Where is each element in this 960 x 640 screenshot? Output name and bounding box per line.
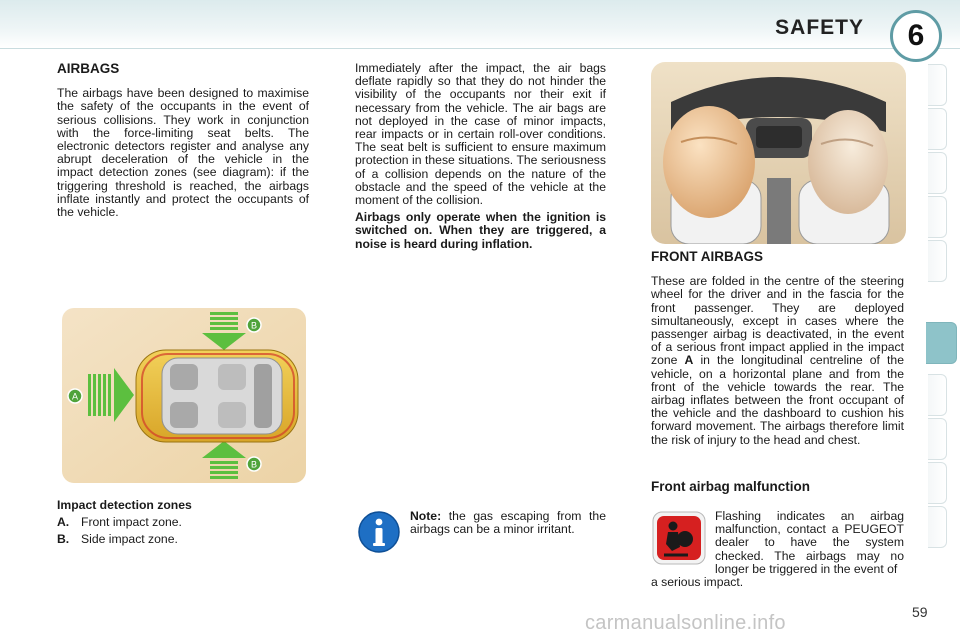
malfunction-heading: Front airbag malfunction xyxy=(651,479,811,494)
watermark: carmanualsonline.info xyxy=(585,612,786,634)
chapter-tab[interactable] xyxy=(928,240,947,282)
page-title: SAFETY xyxy=(775,16,864,39)
chapter-tabs xyxy=(928,64,948,574)
note-text: the gas escaping from the airbags can be a minor irritant. xyxy=(410,509,606,537)
impact-zones-diagram xyxy=(62,308,306,483)
deflation-paragraph: Immediately after the impact, the air bags deflate rapidly so that they do not hinder the visibility of the occupants nor their exit if necessary from the vehicle. The air bags are not deployed in the case of minor impacts, rear impacts or in certain roll-over conditions. The seat belt is sufficient to ensure maximum protection in these situations. The seriousness of a collision depends on the nature of the obstacle and the speed of the vehicle at the moment of the collision. xyxy=(355,61,606,208)
zone-marker-a xyxy=(68,389,82,403)
chapter-tab[interactable] xyxy=(928,108,947,150)
zone-text: Side impact zone. xyxy=(81,532,178,546)
malfunction-body: Flashing indicates an airbag malfunction, contact a PEUGEOT dealer to have the system checked. The airbags may no longer be triggered in the event of a serious impact. xyxy=(651,509,904,590)
zone-marker-b-top xyxy=(247,318,261,332)
front-airbags-heading: FRONT AIRBAGS xyxy=(651,249,763,264)
note xyxy=(410,510,606,536)
chapter-tab[interactable] xyxy=(928,374,947,416)
zone-label-b-bottom: B xyxy=(250,459,258,470)
airbag-behaviour-section xyxy=(355,62,606,251)
list-item xyxy=(57,514,307,531)
front-airbags-text-a: These are folded in the centre of the steering wheel for the driver and in the fascia for the front passenger. They are deployed simultaneously, except in cases where the passenger airbag is deactivated, in the event of a serious front impact applied in the impact zone xyxy=(651,274,904,368)
impact-zones-legend xyxy=(57,497,307,548)
front-airbags-text-b: in the longitudinal centreline of the vehicle, on a horizontal plane and from the front of the vehicle towards the rear. The airbag inflates between the front occupant of the vehicle and the dashboard to cushion his forward movement. The airbags therefore limit the risk of injury to the head and chest. xyxy=(651,353,904,447)
zone-letter: B. xyxy=(57,532,70,546)
note-label: Note: xyxy=(410,509,442,523)
chapter-tab[interactable] xyxy=(928,64,947,106)
chapter-badge: 6 xyxy=(890,10,942,62)
car-top-view xyxy=(136,350,298,442)
chapter-tab-active[interactable] xyxy=(926,322,957,364)
airbags-heading: AIRBAGS xyxy=(57,61,120,76)
front-airbags-photo xyxy=(651,62,906,244)
zone-label-b-top: B xyxy=(250,320,258,331)
list-item xyxy=(57,531,307,548)
chapter-tab[interactable] xyxy=(928,418,947,460)
zone-letter: A. xyxy=(57,515,70,529)
zones-heading: Impact detection zones xyxy=(57,498,192,512)
zone-marker-b-bottom xyxy=(247,457,261,471)
front-airbags-text xyxy=(651,275,904,447)
front-airbags-section xyxy=(651,250,904,447)
chapter-tab[interactable] xyxy=(928,506,947,548)
chapter-tab[interactable] xyxy=(928,196,947,238)
page-number: 59 xyxy=(912,604,928,620)
chapter-tab[interactable] xyxy=(928,152,947,194)
zone-text: Front impact zone. xyxy=(81,515,182,529)
info-icon xyxy=(357,510,401,554)
chapter-tab[interactable] xyxy=(928,462,947,504)
zone-letter-ref: A xyxy=(684,353,694,368)
malfunction-text xyxy=(651,510,904,589)
airbags-section xyxy=(57,62,309,219)
ignition-warning: Airbags only operate when the ignition is switched on. When they are triggered, a noise is heard during inflation. xyxy=(355,210,606,251)
zone-label-a: A xyxy=(71,391,79,402)
airbags-intro: The airbags have been designed to maximise the safety of the occupants in the event of serious collisions. They work in conjunction with the force-limiting seat belts. The electronic detectors register and analyse any abrupt deceleration of the vehicle in the impact detection zones (see diagram): if the triggering threshold is reached, the airbags inflate instantly and protect the occupants of the vehicle. xyxy=(57,86,309,220)
